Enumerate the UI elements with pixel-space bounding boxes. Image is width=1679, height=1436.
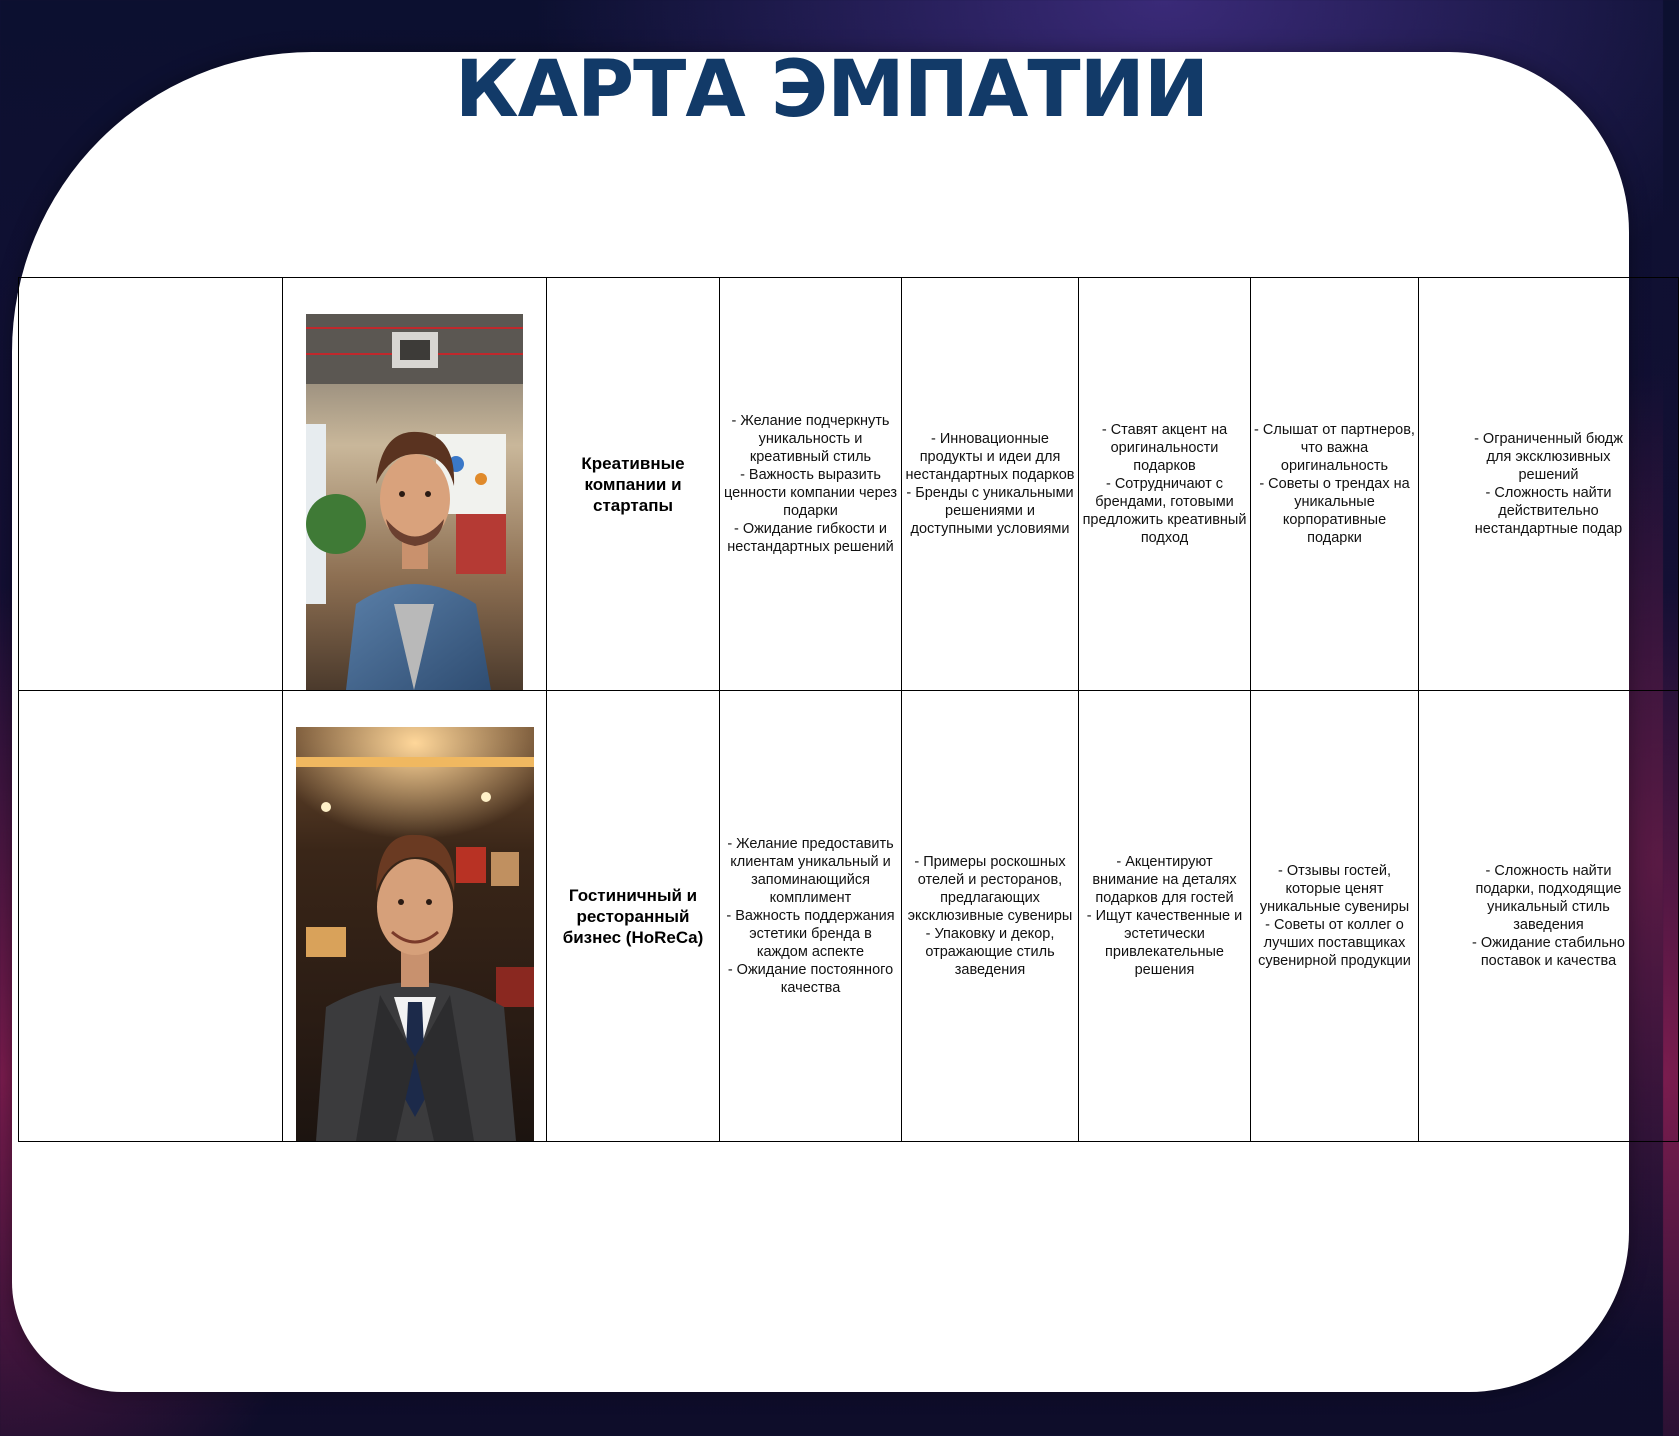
photo-cell [283, 691, 547, 1142]
pains-cell: - Ограниченный бюдж для эксклюзивных решений - Сложность найти действительно нестандартные подар [1419, 278, 1679, 691]
sees-cell: - Примеры роскошных отелей и ресторанов, предлагающих эксклюзивные сувениры - Упаковку и декор, отражающие стиль заведения [902, 691, 1079, 1142]
segment-name: Креативные компании и стартапы [547, 278, 720, 691]
sees-cell: - Инновационные продукты и идеи для нестандартных подарков - Бренды с уникальными решениями и доступными условиями [902, 278, 1079, 691]
row-label-cell [19, 278, 283, 691]
page-title: КАРТА ЭМПАТИИ [454, 45, 1209, 135]
portrait-young-man-photo [306, 296, 523, 672]
row-label-cell [19, 691, 283, 1142]
emotions-cell: - Желание подчеркнуть уникальность и креативный стиль - Важность выразить ценности компании через подарки - Ожидание гибкости и нестандартных решений [720, 278, 902, 691]
table-row [19, 278, 1679, 691]
portrait-man-suit-photo [296, 709, 534, 1123]
does-cell: - Акцентируют внимание на деталях подарков для гостей - Ищут качественные и эстетически привлекательные решения [1079, 691, 1251, 1142]
empathy-map-table [18, 277, 1625, 1127]
does-cell: - Ставят акцент на оригинальности подарков - Сотрудничают с брендами, готовыми предложить креативный подход [1079, 278, 1251, 691]
hears-cell: - Отзывы гостей, которые ценят уникальные сувениры - Советы от коллег о лучших поставщиках сувенирной продукции [1251, 691, 1419, 1142]
pains-cell: - Сложность найти подарки, подходящие уникальный стиль заведения - Ожидание стабильно поставок и качества [1419, 691, 1679, 1142]
hears-cell: - Слышат от партнеров, что важна оригинальность - Советы о трендах на уникальные корпоративные подарки [1251, 278, 1419, 691]
emotions-cell: - Желание предоставить клиентам уникальный и запоминающийся комплимент - Важность поддержания эстетики бренда в каждом аспекте - Ожидание постоянного качества [720, 691, 902, 1142]
table-row [19, 691, 1679, 1142]
photo-cell [283, 278, 547, 691]
segment-name: Гостиничный и ресторанный бизнес (HoReCa) [547, 691, 720, 1142]
